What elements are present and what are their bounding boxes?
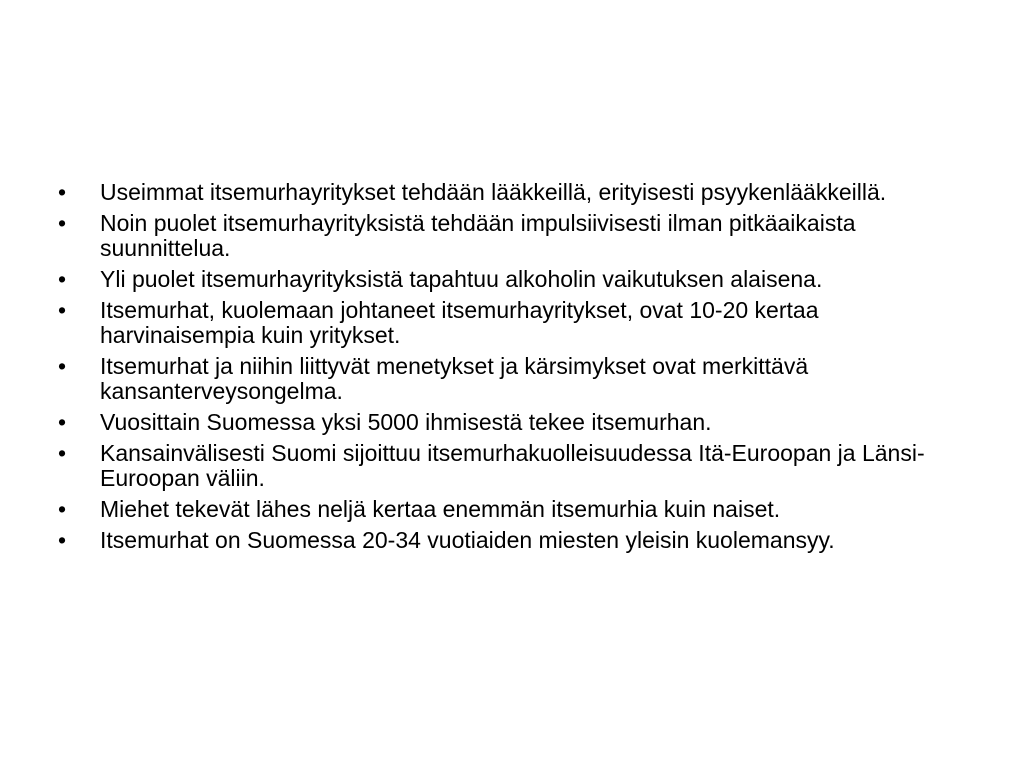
list-item <box>58 180 978 205</box>
list-item-text: Miehet tekevät lähes neljä kertaa enemmän itsemurhia kuin naiset. <box>100 496 781 522</box>
list-item <box>58 441 978 491</box>
list-item-text: Yli puolet itsemurhayrityksistä tapahtuu alkoholin vaikutuksen alaisena. <box>100 266 823 292</box>
bullet-icon: • <box>58 179 67 205</box>
list-item <box>58 528 978 553</box>
bullet-list <box>58 180 978 559</box>
list-item <box>58 354 978 404</box>
bullet-icon: • <box>58 440 67 466</box>
bullet-icon: • <box>58 527 67 553</box>
list-item-text: Kansainvälisesti Suomi sijoittuu itsemurhakuolleisuudessa Itä-Euroopan ja Länsi-Euroopan väliin. <box>100 440 925 491</box>
list-item <box>58 211 978 261</box>
bullet-icon: • <box>58 266 67 292</box>
list-item <box>58 298 978 348</box>
bullet-icon: • <box>58 353 67 379</box>
list-item-text: Vuosittain Suomessa yksi 5000 ihmisestä tekee itsemurhan. <box>100 409 712 435</box>
list-item-text: Itsemurhat on Suomessa 20-34 vuotiaiden miesten yleisin kuolemansyy. <box>100 527 835 553</box>
list-item-text: Noin puolet itsemurhayrityksistä tehdään impulsiivisesti ilman pitkäaikaista suunnittelua. <box>100 210 856 261</box>
list-item <box>58 267 978 292</box>
list-item <box>58 410 978 435</box>
bullet-icon: • <box>58 409 67 435</box>
list-item <box>58 497 978 522</box>
list-item-text: Itsemurhat, kuolemaan johtaneet itsemurhayritykset, ovat 10-20 kertaa harvinaisempia kuin yritykset. <box>100 297 819 348</box>
bullet-icon: • <box>58 496 67 522</box>
list-item-text: Useimmat itsemurhayritykset tehdään lääkkeillä, erityisesti psyykenlääkkeillä. <box>100 179 887 205</box>
bullet-icon: • <box>58 297 67 323</box>
list-item-text: Itsemurhat ja niihin liittyvät menetykset ja kärsimykset ovat merkittävä kansanterveysongelma. <box>100 353 809 404</box>
bullet-icon: • <box>58 210 67 236</box>
